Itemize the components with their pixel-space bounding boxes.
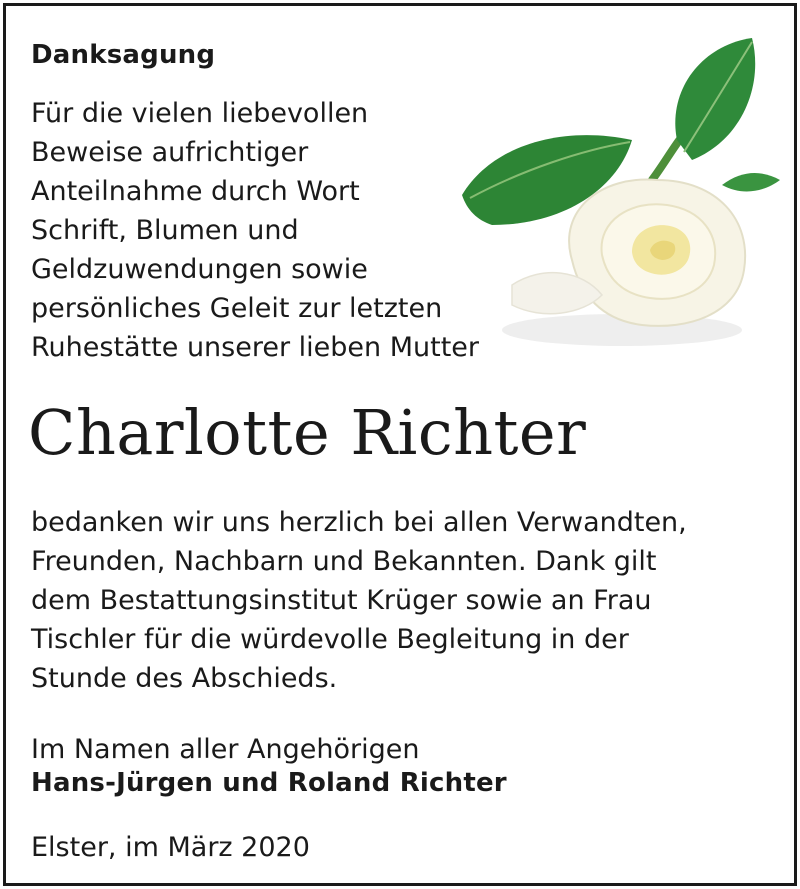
intro-line: Schrift, Blumen und bbox=[31, 215, 299, 246]
intro-line: Anteilnahme durch Wort bbox=[31, 176, 360, 207]
notice-frame bbox=[3, 3, 797, 886]
closing-line: Im Namen aller Angehörigen bbox=[31, 734, 420, 765]
white-rose-icon bbox=[452, 30, 788, 360]
signers: Hans-Jürgen und Roland Richter bbox=[31, 768, 507, 798]
notice-heading: Danksagung bbox=[31, 40, 216, 70]
body-line: Freunden, Nachbarn und Bekannten. Dank gilt bbox=[31, 546, 657, 577]
deceased-name: Charlotte Richter bbox=[28, 396, 587, 469]
intro-line: Für die vielen liebevollen bbox=[31, 98, 369, 129]
body-line: Stunde des Abschieds. bbox=[31, 663, 338, 694]
body-paragraph bbox=[31, 503, 781, 698]
intro-line: Ruhestätte unserer lieben Mutter bbox=[31, 332, 480, 363]
body-line: bedanken wir uns herzlich bei allen Verwandten, bbox=[31, 507, 687, 538]
body-line: dem Bestattungsinstitut Krüger sowie an Frau bbox=[31, 585, 652, 616]
place-date: Elster, im März 2020 bbox=[31, 832, 310, 863]
body-line: Tischler für die würdevolle Begleitung in der bbox=[31, 624, 629, 655]
intro-line: Beweise aufrichtiger bbox=[31, 137, 309, 168]
rose-leaf-small bbox=[722, 173, 780, 191]
intro-line: Geldzuwendungen sowie bbox=[31, 254, 368, 285]
intro-line: persönliches Geleit zur letzten bbox=[31, 293, 443, 324]
